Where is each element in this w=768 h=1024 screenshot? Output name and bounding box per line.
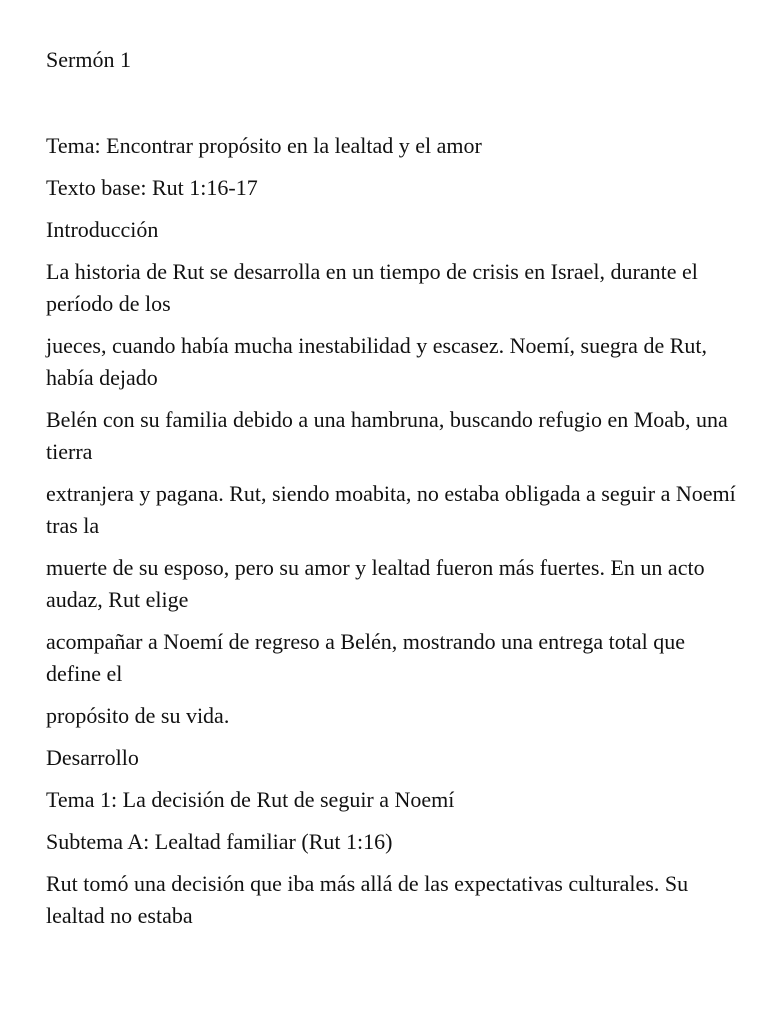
- base-text-line: Texto base: Rut 1:16-17: [46, 175, 258, 200]
- theme-line: Tema: Encontrar propósito en la lealtad y el amor: [46, 133, 482, 158]
- document-title: Sermón 1: [46, 47, 131, 72]
- topic-heading: Tema 1: La decisión de Rut de seguir a Noemí: [46, 787, 455, 812]
- body-paragraph: extranjera y pagana. Rut, siendo moabita, no estaba obligada a seguir a Noemí tras la: [46, 481, 736, 538]
- section-heading-development: Desarrollo: [46, 745, 139, 770]
- title-spacer: [46, 76, 736, 130]
- body-paragraph: Rut tomó una decisión que iba más allá de las expectativas culturales. Su lealtad no estaba: [46, 871, 689, 928]
- body-paragraph: muerte de su esposo, pero su amor y lealtad fueron más fuertes. En un acto audaz, Rut elige: [46, 555, 705, 612]
- section-heading-introduction: Introducción: [46, 217, 159, 242]
- subtopic-heading: Subtema A: Lealtad familiar (Rut 1:16): [46, 829, 393, 854]
- body-paragraph: acompañar a Noemí de regreso a Belén, mostrando una entrega total que define el: [46, 629, 685, 686]
- body-paragraph: Belén con su familia debido a una hambruna, buscando refugio en Moab, una tierra: [46, 407, 728, 464]
- body-paragraph: jueces, cuando había mucha inestabilidad y escasez. Noemí, suegra de Rut, había dejado: [46, 333, 707, 390]
- body-paragraph: propósito de su vida.: [46, 703, 230, 728]
- document-page: [46, 44, 736, 942]
- body-paragraph: La historia de Rut se desarrolla en un tiempo de crisis en Israel, durante el período de los: [46, 259, 698, 316]
